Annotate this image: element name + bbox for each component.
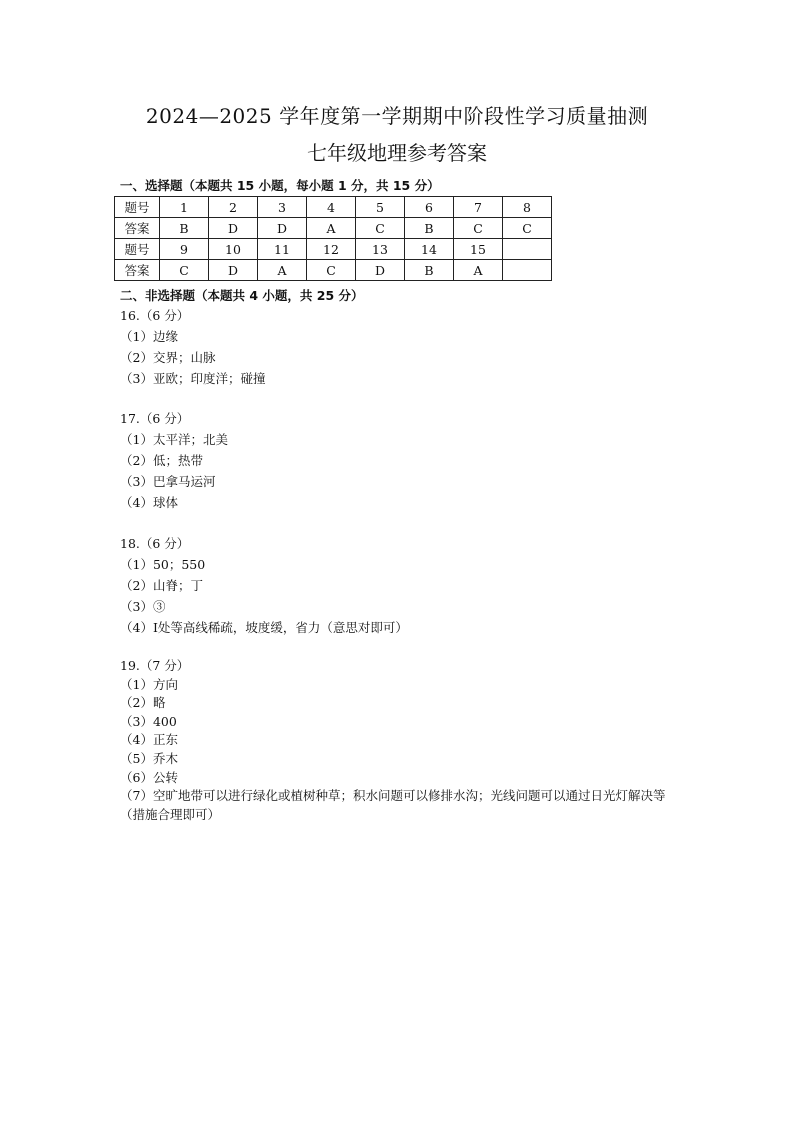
answer-line: （2）山脊；丁 bbox=[120, 578, 203, 593]
section-multiple-choice-heading: 一、选择题（本题共 15 小题，每小题 1 分，共 15 分） bbox=[120, 178, 440, 193]
table-cell: D bbox=[258, 218, 307, 239]
answer-line: （1）方向 bbox=[120, 676, 178, 692]
table-cell: 6 bbox=[405, 197, 454, 218]
question-16-block bbox=[120, 305, 265, 389]
answer-line: （1）太平洋；北美 bbox=[120, 432, 228, 447]
table-cell: C bbox=[307, 260, 356, 281]
question-title: 19.（7 分） bbox=[120, 658, 190, 673]
table-cell: 15 bbox=[454, 239, 503, 260]
table-cell bbox=[503, 239, 552, 260]
table-cell: 9 bbox=[160, 239, 209, 260]
table-cell: A bbox=[454, 260, 503, 281]
answer-line: （3）亚欧；印度洋；碰撞 bbox=[120, 371, 266, 386]
table-cell: 7 bbox=[454, 197, 503, 218]
table-row bbox=[115, 239, 552, 260]
table-cell: A bbox=[258, 260, 307, 281]
table-cell: 5 bbox=[356, 197, 405, 218]
page-title: 2024—2025 学年度第一学期期中阶段性学习质量抽测 bbox=[145, 104, 649, 128]
answer-line: （1）50；550 bbox=[120, 557, 206, 572]
table-row bbox=[115, 197, 552, 218]
table-cell: B bbox=[405, 260, 454, 281]
row-label: 答案 bbox=[115, 260, 160, 281]
answer-line: （2）交界；山脉 bbox=[120, 350, 216, 365]
answer-line: （5）乔木 bbox=[120, 750, 178, 766]
table-cell: 3 bbox=[258, 197, 307, 218]
table-row bbox=[115, 260, 552, 281]
question-title: 18.（6 分） bbox=[120, 536, 190, 551]
table-cell: B bbox=[160, 218, 209, 239]
question-19-block bbox=[120, 657, 680, 824]
table-cell: 4 bbox=[307, 197, 356, 218]
row-label: 答案 bbox=[115, 218, 160, 239]
question-17-block bbox=[120, 408, 228, 513]
table-cell: D bbox=[356, 260, 405, 281]
answer-line: （3）巴拿马运河 bbox=[120, 474, 216, 489]
table-cell: C bbox=[356, 218, 405, 239]
answer-line: （4）正东 bbox=[120, 732, 178, 748]
answer-line: （2）低；热带 bbox=[120, 453, 203, 468]
question-title: 16.（6 分） bbox=[120, 308, 190, 323]
page-subtitle: 七年级地理参考答案 bbox=[307, 141, 487, 165]
table-cell: 10 bbox=[209, 239, 258, 260]
table-cell: 12 bbox=[307, 239, 356, 260]
answer-line: （3）③ bbox=[120, 599, 166, 614]
table-cell: C bbox=[454, 218, 503, 239]
table-cell: D bbox=[209, 218, 258, 239]
answer-line: （3）400 bbox=[120, 713, 177, 729]
row-label: 题号 bbox=[115, 239, 160, 260]
table-cell: 2 bbox=[209, 197, 258, 218]
answer-line: （2）略 bbox=[120, 695, 166, 711]
question-title: 17.（6 分） bbox=[120, 411, 190, 426]
table-cell: C bbox=[160, 260, 209, 281]
table-cell: 1 bbox=[160, 197, 209, 218]
table-cell: B bbox=[405, 218, 454, 239]
row-label: 题号 bbox=[115, 197, 160, 218]
table-cell: 14 bbox=[405, 239, 454, 260]
section-non-choice-heading: 二、非选择题（本题共 4 小题，共 25 分） bbox=[120, 288, 364, 303]
table-cell bbox=[503, 260, 552, 281]
table-cell: 8 bbox=[503, 197, 552, 218]
table-cell: C bbox=[503, 218, 552, 239]
table-cell: D bbox=[209, 260, 258, 281]
table-cell: 13 bbox=[356, 239, 405, 260]
table-cell: A bbox=[307, 218, 356, 239]
answer-line: （1）边缘 bbox=[120, 329, 178, 344]
answer-line: （4）球体 bbox=[120, 495, 178, 510]
answer-line: （4）Ⅰ处等高线稀疏，坡度缓，省力（意思对即可） bbox=[120, 620, 408, 635]
table-row bbox=[115, 218, 552, 239]
answer-line: （6）公转 bbox=[120, 769, 178, 785]
answer-line: （7）空旷地带可以进行绿化或植树种草；积水问题可以修排水沟；光线问题可以通过日光灯解决等（措施合理即可） bbox=[120, 788, 666, 822]
multiple-choice-answer-table bbox=[114, 196, 552, 281]
question-18-block bbox=[120, 533, 408, 638]
table-cell: 11 bbox=[258, 239, 307, 260]
